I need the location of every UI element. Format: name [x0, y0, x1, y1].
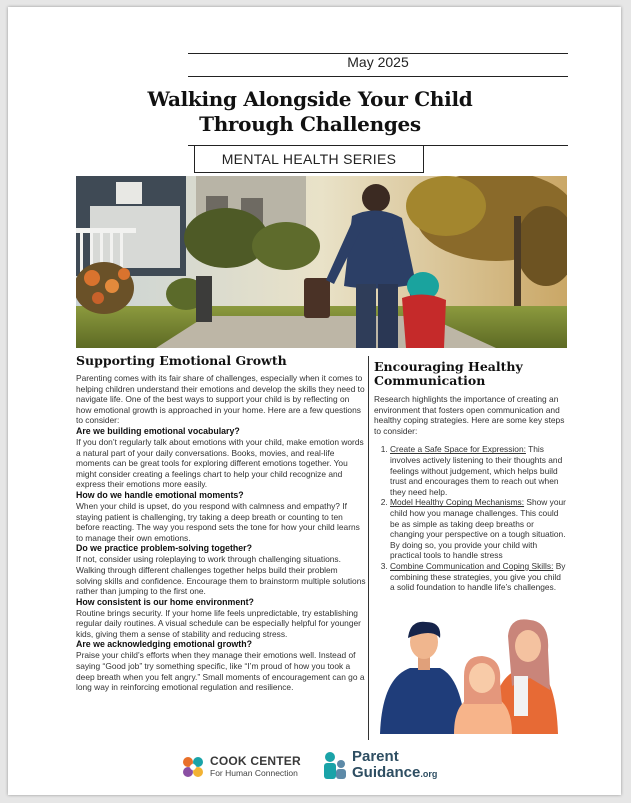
title-line-2: Through Challenges	[199, 112, 421, 136]
series-label: MENTAL HEALTH SERIES	[194, 145, 424, 173]
parent-guidance-word-1: Parent	[352, 748, 399, 765]
date-rule	[188, 76, 568, 77]
answer-3: If not, consider using roleplaying to work through challenging situations. Walking through different challenges together helps build their problem solving skills and confidence. Encourage them to brainstorm multiple solutions rather than jumping to the first one.	[76, 554, 366, 597]
cook-center-logo	[180, 752, 310, 782]
right-heading-line-1: Encouraging Healthy	[374, 359, 523, 374]
step-3-body: By combining these strategies, you give you child a solid foundation to handle life’s challenges.	[390, 560, 566, 593]
hero-photo	[76, 176, 567, 348]
parent-guidance-word-2	[352, 764, 437, 781]
right-column	[374, 354, 567, 593]
page-title	[110, 87, 510, 137]
question-2: How do we handle emotional moments?	[76, 489, 244, 500]
cook-center-name: COOK CENTER	[210, 754, 301, 768]
right-heading	[374, 360, 567, 388]
right-intro: Research highlights the importance of creating an environment that fosters open communication and healthy coping strategies. Here are some key steps to consider:	[374, 394, 565, 436]
step-3-title: Combine Communication and Coping Skills:	[390, 560, 554, 571]
answer-1: If you don’t regularly talk about emotions with your child, make emotion words a natural part of your daily conversations. Books, movies, and real-life moments can be great tools for exploring different emotions together. You might consider creating a feelings chart to help your child recognize and express their emotions more easily.	[76, 436, 364, 490]
left-heading: Supporting Emotional Growth	[76, 353, 287, 368]
title-line-1: Walking Alongside Your Child	[147, 87, 473, 111]
answer-5: Praise your child’s efforts when they manage their emotions well. Instead of saying “Good job” try something specific, like “I’m proud of how you took a deep breath when you felt angry.” Small moments of encouragement can go a long way in reinforcing emotional regulation and resilience.	[76, 650, 365, 693]
cook-center-tagline: For Human Connection	[210, 768, 298, 778]
question-3: Do we practice problem-solving together?	[76, 543, 252, 554]
parent-guidance-logo	[322, 748, 462, 784]
step-3	[390, 561, 567, 593]
step-1-title: Create a Safe Space for Expression:	[390, 444, 526, 455]
parent-guidance-word-2-text: Guidance	[352, 764, 421, 781]
left-intro: Parenting comes with its fair share of challenges, especially when it comes to helping children understand their emotions and develop the skills they need to navigate life. One of the best ways to support your child is by reflecting on how emotional growth is approached in your home. Here are a few questions to consider:	[76, 373, 365, 426]
answer-2: When your child is upset, do you respond with calmness and empathy? If staying patient is challenging, try taking a deep breath or counting to ten before reacting. The way you respond sets the tone for how your child learns to manage their own emotions.	[76, 500, 360, 543]
right-heading-line-2: Communication	[374, 373, 486, 388]
question-4: How consistent is our home environment?	[76, 596, 254, 607]
answer-4: Routine brings security. If your home life feels unpredictable, try establishing regular daily routines. A visual schedule can be especially helpful for younger kids, giving them a sense of stability and reducing stress.	[76, 607, 361, 639]
left-column	[76, 354, 366, 693]
step-2	[390, 497, 567, 561]
step-1-body: This involves actively listening to their thoughts and feelings without judgement, which helps build trust and encourages them to reach out when they need help.	[390, 444, 563, 497]
cook-center-mark-icon	[180, 754, 206, 780]
parent-guidance-suffix: .org	[420, 769, 438, 779]
question-5: Are we acknowledging emotional growth?	[76, 639, 252, 650]
column-divider	[368, 356, 369, 740]
step-2-title: Model Healthy Coping Mechanisms:	[390, 497, 525, 508]
parent-guidance-mark-icon	[322, 751, 348, 781]
steps-list	[374, 444, 567, 592]
issue-date: May 2025	[347, 54, 409, 70]
step-1	[390, 444, 567, 497]
family-illustration	[380, 616, 558, 734]
step-2-body: Show your child how you manage challenges. This could be as simple as taking deep breaths or changing your perspective on a tough situation. By doing so, you provide your child with practical tools to handle stress	[390, 497, 566, 561]
question-1: Are we building emotional vocabulary?	[76, 425, 240, 436]
